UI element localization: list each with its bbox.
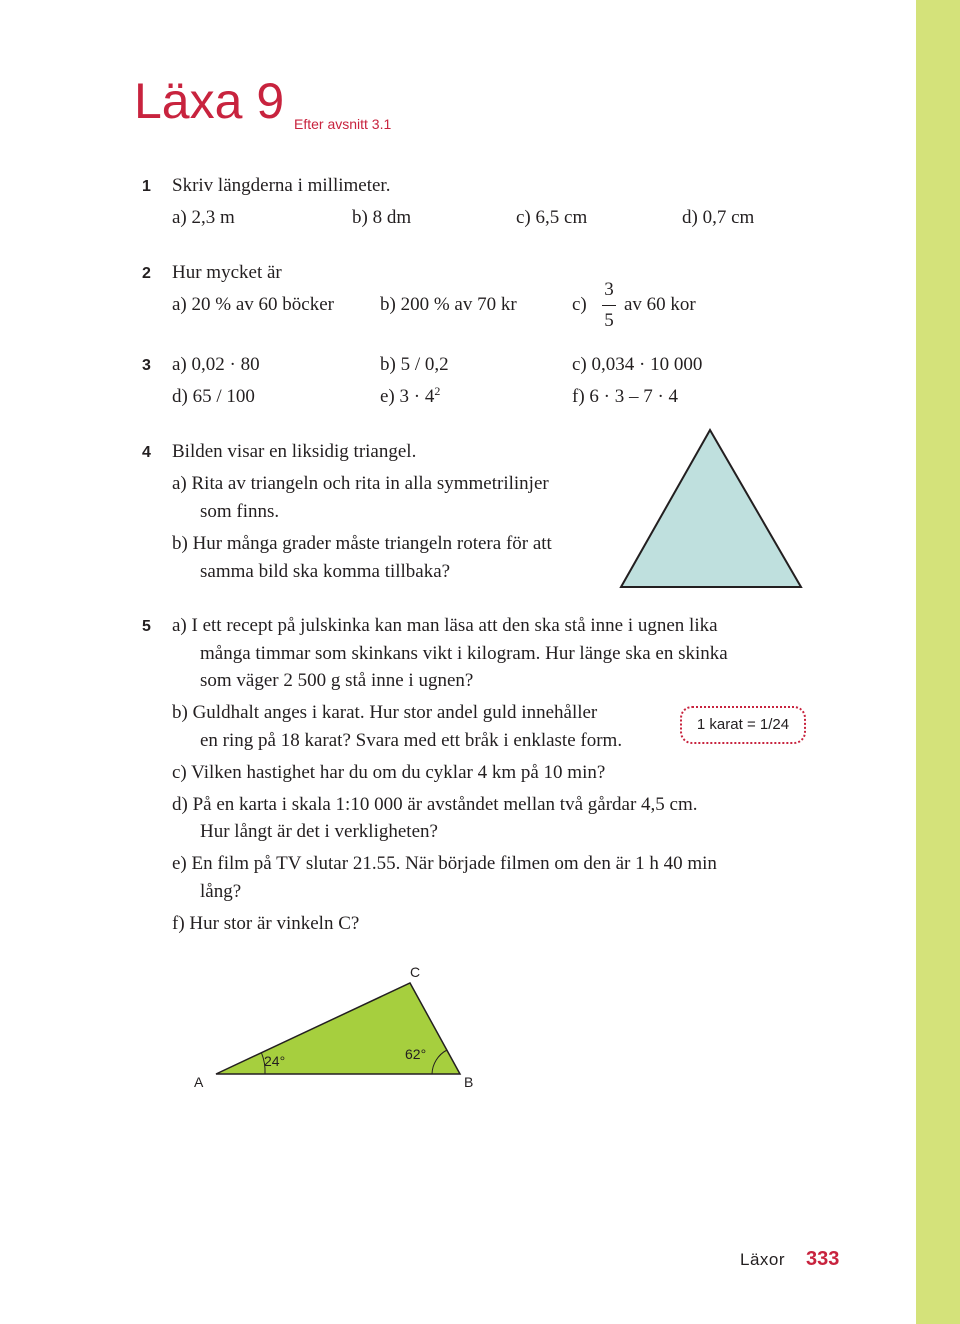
question-5b-line1: b) Guldhalt anges i karat. Hur stor andel guld innehåller — [172, 702, 598, 723]
question-1-number: 1 — [142, 178, 151, 195]
equilateral-triangle-figure — [616, 426, 806, 592]
question-2-number: 2 — [142, 265, 151, 282]
question-4b-line2: samma bild ska komma tillbaka? — [200, 561, 451, 582]
question-4-text: Bilden visar en liksidig triangel. — [172, 441, 417, 462]
question-2c-rest: av 60 kor — [624, 294, 696, 315]
question-1d: d) 0,7 cm — [682, 207, 755, 228]
question-4-number: 4 — [142, 444, 151, 461]
fraction-denominator: 5 — [604, 310, 614, 331]
question-3d: d) 65 / 100 — [172, 386, 255, 407]
equilateral-triangle — [621, 430, 801, 587]
question-4b-line1: b) Hur många grader måste triangeln rotera för att — [172, 533, 552, 554]
angle-a-label: 24° — [264, 1053, 286, 1069]
page-number: 333 — [806, 1248, 840, 1270]
question-5d-line2: Hur långt är det i verkligheten? — [200, 821, 438, 842]
triangle-abc-figure — [210, 980, 470, 1080]
question-5a-line1: a) I ett recept på julskinka kan man läsa att den ska stå inne i ugnen lika — [172, 615, 718, 636]
question-2c-label: c) — [572, 294, 587, 315]
angle-b-label: 62° — [405, 1046, 427, 1062]
question-4a-line1: a) Rita av triangeln och rita in alla symmetrilinjer — [172, 473, 549, 494]
question-2b: b) 200 % av 70 kr — [380, 294, 517, 315]
question-5c: c) Vilken hastighet har du om du cyklar 4 km på 10 min? — [172, 762, 606, 783]
vertex-b-label: B — [464, 1074, 474, 1090]
question-5e-line2: lång? — [200, 881, 242, 902]
question-5a-line2: många timmar som skinkans vikt i kilogram. Hur länge ska en skinka — [200, 643, 728, 664]
fraction-bar — [602, 305, 616, 306]
vertex-c-label: C — [410, 964, 421, 980]
question-1-text: Skriv längderna i millimeter. — [172, 175, 391, 196]
question-4a-line2: som finns. — [200, 501, 280, 522]
question-3e-exponent: 2 — [434, 384, 441, 398]
question-1a: a) 2,3 m — [172, 207, 235, 228]
side-color-bar — [916, 0, 960, 1324]
question-5f: f) Hur stor är vinkeln C? — [172, 913, 360, 934]
question-5-number: 5 — [142, 618, 151, 635]
question-5d-line1: d) På en karta i skala 1:10 000 är avståndet mellan två gårdar 4,5 cm. — [172, 794, 698, 815]
question-2a: a) 20 % av 60 böcker — [172, 294, 334, 315]
question-5e-line1: e) En film på TV slutar 21.55. När började filmen om den är 1 h 40 min — [172, 853, 717, 874]
vertex-a-label: A — [194, 1074, 204, 1090]
fraction-numerator: 3 — [604, 279, 614, 300]
question-3e — [380, 386, 440, 408]
page-title: Läxa 9 — [134, 73, 285, 129]
question-1b: b) 8 dm — [352, 207, 412, 228]
question-3a: a) 0,02 · 80 — [172, 354, 260, 375]
question-5a-line3: som väger 2 500 g stå inne i ugnen? — [200, 670, 474, 691]
footer-section-label: Läxor — [740, 1250, 786, 1269]
question-2-text: Hur mycket är — [172, 262, 282, 283]
karat-note-box: 1 karat = 1/24 — [680, 706, 806, 744]
page-subtitle: Efter avsnitt 3.1 — [294, 116, 392, 132]
question-3-number: 3 — [142, 357, 151, 374]
question-3f: f) 6 · 3 – 7 · 4 — [572, 386, 679, 407]
question-5b-line2: en ring på 18 karat? Svara med ett bråk i enklaste form. — [200, 730, 623, 751]
question-3e-base: e) 3 · 4 — [380, 386, 435, 407]
question-3c: c) 0,034 · 10 000 — [572, 354, 703, 375]
question-3b: b) 5 / 0,2 — [380, 354, 449, 375]
question-1c: c) 6,5 cm — [516, 207, 588, 228]
